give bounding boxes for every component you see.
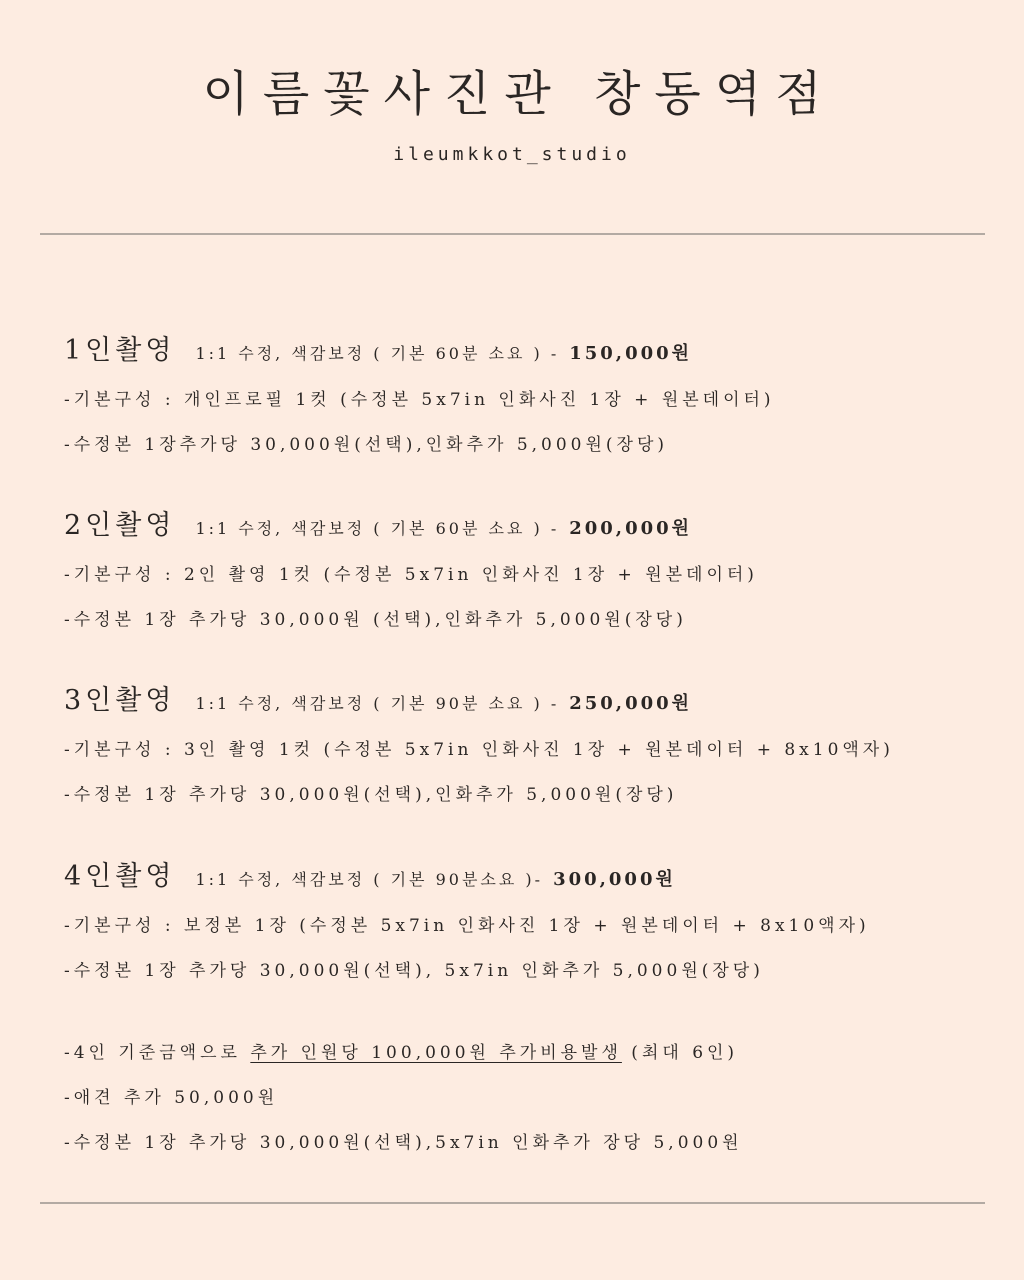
package-price: 300,000원 <box>553 869 676 890</box>
package-description: 1:1 수정, 색감보정 ( 기본 60분 소요 ) - <box>195 519 560 538</box>
package-heading <box>64 328 984 367</box>
package-2-people <box>64 503 984 630</box>
extra-retouch-note: -수정본 1장 추가당 30,000원(선택),5x7in 인화추가 장당 5,000원 <box>64 1133 743 1153</box>
package-3-people <box>64 678 984 805</box>
extras-section <box>64 1020 984 1153</box>
pet-addition-note: -애견 추가 50,000원 <box>64 1088 279 1108</box>
package-composition: -기본구성 : 3인 촬영 1컷 (수정본 5x7in 인화사진 1장 + 원본데이터 + 8x10액자) <box>64 740 894 760</box>
package-additional: -수정본 1장 추가당 30,000원 (선택),인화추가 5,000원(장당) <box>64 610 687 630</box>
package-name: 3인촬영 <box>64 685 176 716</box>
package-1-person <box>64 328 984 455</box>
package-heading <box>64 503 984 542</box>
studio-title: 이름꽃사진관 창동역점 <box>202 66 836 122</box>
package-description: 1:1 수정, 색감보정 ( 기본 60분 소요 ) - <box>195 344 560 363</box>
package-additional: -수정본 1장 추가당 30,000원(선택),인화추가 5,000원(장당) <box>64 785 678 805</box>
package-additional: -수정본 1장 추가당 30,000원(선택), 5x7in 인화추가 5,000원(장당) <box>64 961 764 981</box>
package-composition: -기본구성 : 2인 촬영 1컷 (수정본 5x7in 인화사진 1장 + 원본데이터) <box>64 565 758 585</box>
package-heading <box>64 678 984 717</box>
header <box>0 66 1024 165</box>
bottom-divider <box>40 1202 985 1204</box>
package-name: 4인촬영 <box>64 861 176 892</box>
package-price: 250,000원 <box>569 693 693 714</box>
package-4-people <box>64 854 984 981</box>
extra-person-prefix: -4인 기준금액으로 <box>64 1043 251 1063</box>
package-price: 150,000원 <box>569 343 693 364</box>
extra-person-note <box>64 1038 984 1063</box>
package-description: 1:1 수정, 색감보정 ( 기본 90분 소요 ) - <box>195 694 560 713</box>
extra-person-max: (최대 6인) <box>621 1043 739 1063</box>
studio-handle: ileumkkot_studio <box>393 143 631 165</box>
package-name: 2인촬영 <box>64 510 176 541</box>
package-description: 1:1 수정, 색감보정 ( 기본 90분소요 )- <box>195 870 544 889</box>
top-divider <box>40 233 985 235</box>
extra-person-cost: 추가 인원당 100,000원 추가비용발생 <box>250 1043 622 1063</box>
package-name: 1인촬영 <box>64 335 176 366</box>
package-composition: -기본구성 : 개인프로필 1컷 (수정본 5x7in 인화사진 1장 + 원본데이터) <box>64 390 775 410</box>
package-price: 200,000원 <box>569 518 693 539</box>
package-composition: -기본구성 : 보정본 1장 (수정본 5x7in 인화사진 1장 + 원본데이터 + 8x10액자) <box>64 916 870 936</box>
package-additional: -수정본 1장추가당 30,000원(선택),인화추가 5,000원(장당) <box>64 435 669 455</box>
package-heading <box>64 854 984 893</box>
